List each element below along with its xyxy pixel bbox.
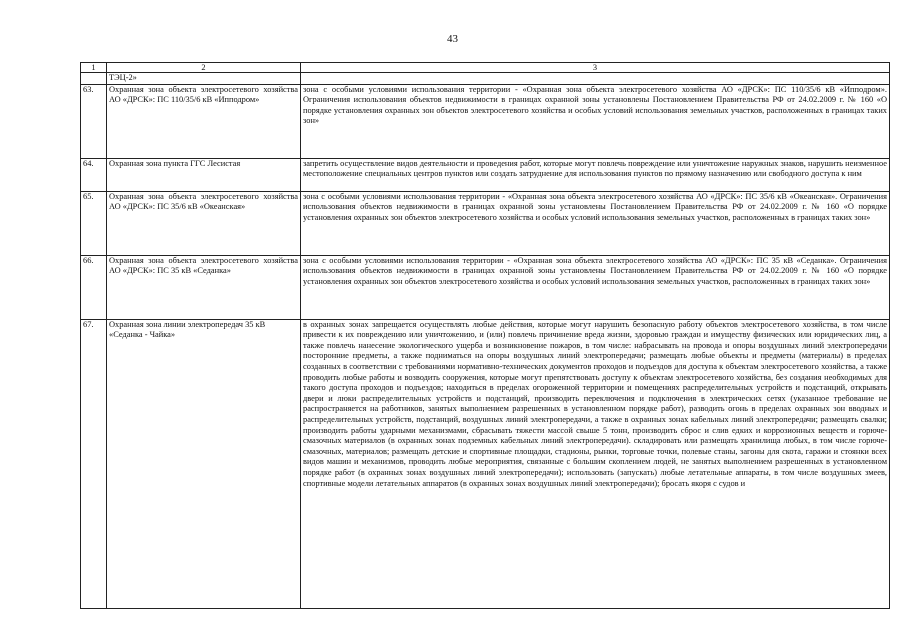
table-header-row xyxy=(81,63,890,73)
header-col-2: 2 xyxy=(107,63,301,73)
row-number: 67. xyxy=(81,319,107,608)
zone-restrictions: зона с особыми условиями использования территории - «Охранная зона объекта электросетевого хозяйства АО «ДРСК»: ПС 35 кВ «Седанка». Ограничения использования объектов недвижимости в границах охранной зоны установлены Постановлением Правительства РФ от 24.02.2009 г. № 160 «О порядке установления охранных зон объектов электросетевого хозяйства и особых условий использования земельных участков, расположенных в границах таких зон» xyxy=(301,255,890,319)
continuation-num xyxy=(81,73,107,85)
zone-name: Охранная зона линии электропередач 35 кВ «Седанка - Чайка» xyxy=(107,319,301,608)
table-row xyxy=(81,191,890,255)
row-number: 66. xyxy=(81,255,107,319)
table-row xyxy=(81,84,890,158)
zone-name: Охранная зона пункта ГГС Лесистая xyxy=(107,158,301,191)
table-row xyxy=(81,255,890,319)
zone-restrictions: запретить осуществление видов деятельности и проведения работ, которые могут повлечь повреждение или уничтожение наружных знаков, нарушить неизменное местоположение специальных центров пунктов или создать затруднение для использования пунктов по прямому назначению или свободного доступа к ним xyxy=(301,158,890,191)
continuation-name: ТЭЦ-2» xyxy=(107,73,301,85)
zone-name: Охранная зона объекта электросетевого хозяйства АО «ДРСК»: ПС 35 кВ «Седанка» xyxy=(107,255,301,319)
table-row xyxy=(81,158,890,191)
continuation-row xyxy=(81,73,890,85)
continuation-text xyxy=(301,73,890,85)
row-number: 64. xyxy=(81,158,107,191)
zone-name: Охранная зона объекта электросетевого хозяйства АО «ДРСК»: ПС 35/6 кВ «Океанская» xyxy=(107,191,301,255)
header-col-1: 1 xyxy=(81,63,107,73)
zone-restrictions: в охранных зонах запрещается осуществлять любые действия, которые могут нарушить безопасную работу объектов электросетевого хозяйства, в том числе привести к их повреждению или уничтожению, и (или) повлечь причинение вреда жизни, здоровью граждан и имуществу физических или юридических лиц, а также повлечь нанесение экологического ущерба и возникновение пожаров, в том числе: набрасывать на провода и опоры воздушных линий электропередачи посторонние предметы, а также подниматься на опоры воздушных линий электропередачи; размещать любые объекты и предметы (материалы) в пределах созданных в соответствии с требованиями нормативно-технических документов проходов и подъездов для доступа к объектам электросетевого хозяйства, а также проводить любые работы и возводить сооружения, которые могут препятствовать доступу к объектам электросетевого хозяйства, без создания необходимых для такого доступа проходов и подъездов; находиться в пределах огороженной территории и помещениях распределительных устройств и подстанций, открывать двери и люки распределительных устройств и подстанций, производить переключения и подключения в электрических сетях (указанное требование не распространяется на работников, занятых выполнением разрешенных в установленном порядке работ), разводить огонь в пределах охранных зон вводных и распределительных устройств, подстанций, воздушных линий электропередачи, а также в охранных зонах кабельных линий электропередачи; размещать свалки; производить работы ударными механизмами, сбрасывать тяжести массой свыше 5 тонн, производить сброс и слив едких и коррозионных веществ и горюче-смазочных материалов (в охранных зонах подземных кабельных линий электропередачи). складировать или размещать хранилища любых, в том числе горюче-смазочных, материалов; размещать детские и спортивные площадки, стадионы, рынки, торговые точки, полевые станы, загоны для скота, гаражи и стоянки всех видов машин и механизмов, проводить любые мероприятия, связанные с большим скоплением людей, не занятых выполнением разрешенных в установленном порядке работ (в охранных зонах воздушных линий электропередачи); использовать (запускать) любые летательные аппараты, в том числе воздушных змеев, спортивные модели летательных аппаратов (в охранных зонах воздушных линий электропередачи); бросать якоря с судов и xyxy=(301,319,890,608)
page-number: 43 xyxy=(447,33,458,45)
row-number: 65. xyxy=(81,191,107,255)
header-col-3: 3 xyxy=(301,63,890,73)
zone-name: Охранная зона объекта электросетевого хозяйства АО «ДРСК»: ПС 110/35/6 кВ «Ипподром» xyxy=(107,84,301,158)
zone-restrictions: зона с особыми условиями использования территории - «Охранная зона объекта электросетевого хозяйства АО «ДРСК»: ПС 110/35/6 кВ «Ипподром». Ограничения использования объектов недвижимости в границах охранной зоны установлены Постановлением Правительства РФ от 24.02.2009 г. № 160 «О порядке установления охранных зон объектов электросетевого хозяйства и особых условий использования земельных участков, расположенных в границах таких зон» xyxy=(301,84,890,158)
zones-table xyxy=(80,62,890,609)
table-row xyxy=(81,319,890,608)
row-number: 63. xyxy=(81,84,107,158)
zone-restrictions: зона с особыми условиями использования территории - «Охранная зона объекта электросетевого хозяйства АО «ДРСК»: ПС 35/6 кВ «Океанская». Ограничения использования объектов недвижимости в границах охранной зоны установлены Постановлением Правительства РФ от 24.02.2009 г. № 160 «О порядке установления охранных зон объектов электросетевого хозяйства и особых условий использования земельных участков, расположенных в границах таких зон» xyxy=(301,191,890,255)
